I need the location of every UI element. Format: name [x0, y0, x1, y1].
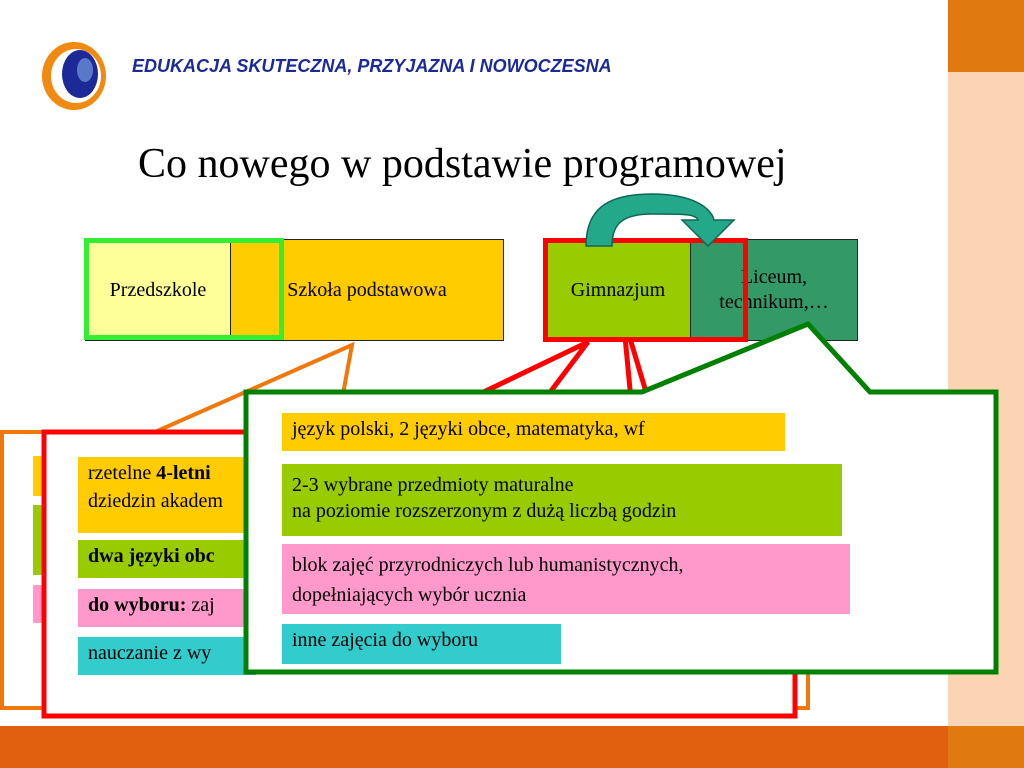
slide-title: Co nowego w podstawie programowej: [138, 141, 787, 187]
lic-line-2a-text: 2-3 wybrane przedmioty maturalne: [292, 474, 574, 496]
lic-line-3b-text: dopełniających wybór ucznia: [292, 584, 527, 606]
gim-line-3-bold: do wyboru:: [88, 594, 187, 616]
lic-line-4-text: inne zajęcia do wyboru: [292, 629, 479, 651]
stage-przedszkole: Przedszkole: [85, 239, 231, 341]
lic-line-2: [282, 464, 842, 536]
lic-line-4: [282, 624, 561, 664]
gim-line-1-bold: 4-letni: [156, 462, 211, 484]
lic-line-1-text: język polski, 2 języki obce, matematyka, wf: [292, 418, 645, 440]
gim-line-1-prefix: rzetelne: [88, 462, 157, 484]
gim-line-3-rest: zaj: [186, 594, 215, 616]
gim-line-2-bold: dwa języki obc: [88, 545, 215, 567]
lic-line-2b-text: na poziomie rozszerzonym z dużą liczbą godzin: [292, 500, 677, 522]
lic-line-3a-text: blok zajęć przyrodniczych lub humanistycznych,: [292, 554, 684, 576]
lic-line-3: [282, 544, 850, 614]
stage-liceum: Liceum, technikum,…: [690, 239, 858, 341]
gim-line-1-second: dziedzin akadem: [88, 490, 223, 512]
gim-line-4-text: nauczanie z wy: [88, 642, 212, 664]
lic-line-1: [282, 413, 785, 451]
stage-szkola-podstawowa: Szkoła podstawowa: [230, 239, 504, 341]
header-title: EDUKACJA SKUTECZNA, PRZYJAZNA I NOWOCZESNA: [132, 56, 612, 76]
stage-gimnazjum: Gimnazjum: [545, 239, 691, 341]
